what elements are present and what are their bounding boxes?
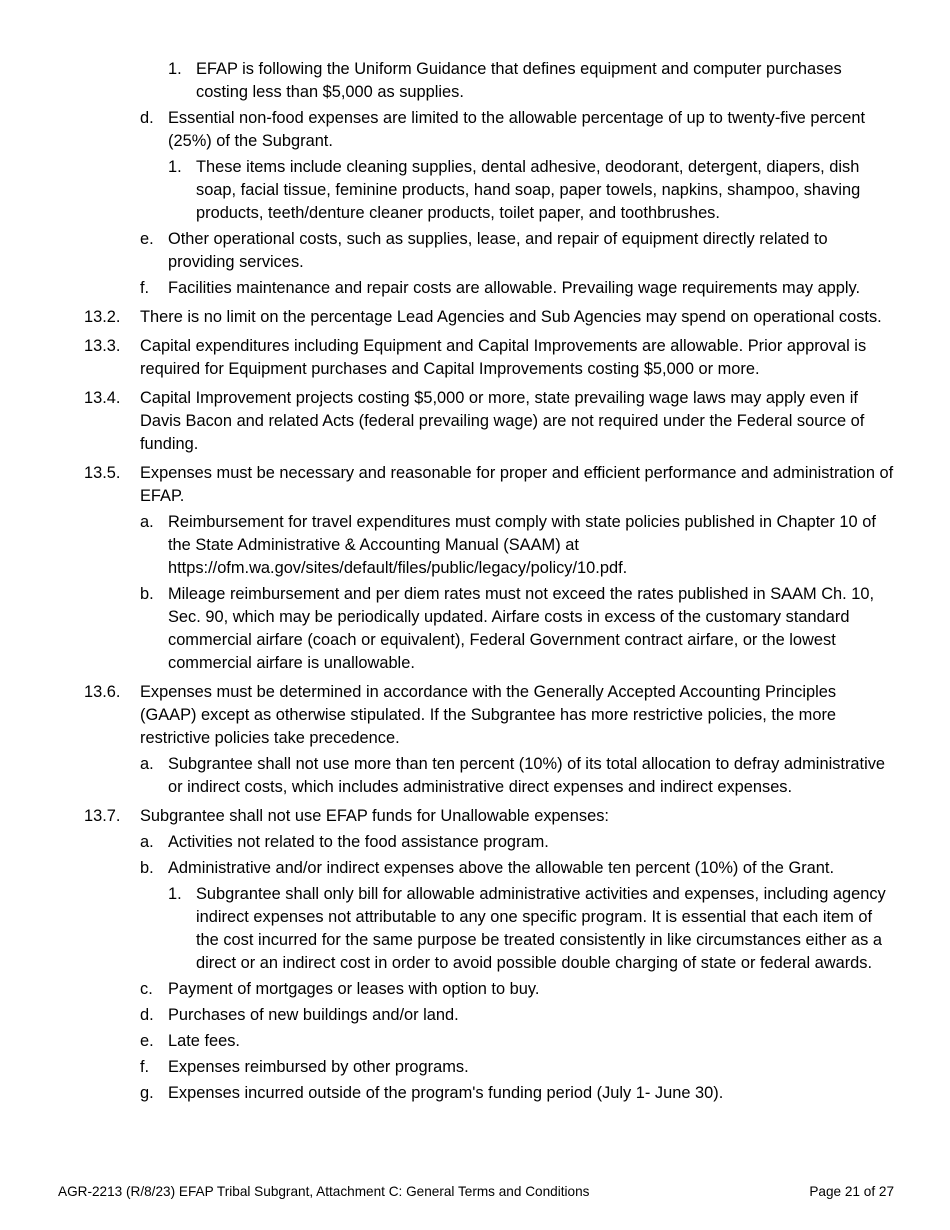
- subsection-item: [84, 831, 896, 854]
- item-text: Other operational costs, such as supplies, lease, and repair of equipment directly related to providing services.: [168, 230, 828, 271]
- item-number: d.: [140, 1006, 154, 1024]
- item-number: 1.: [168, 158, 182, 176]
- item-number: 13.6.: [84, 683, 121, 701]
- item-text: Purchases of new buildings and/or land.: [168, 1006, 459, 1024]
- document-body: [84, 58, 896, 1108]
- section-item: [84, 306, 896, 329]
- subsection-item: [84, 1082, 896, 1105]
- item-text: EFAP is following the Uniform Guidance that defines equipment and computer purchases costing less than $5,000 as supplies.: [196, 60, 842, 101]
- item-number: a.: [140, 513, 154, 531]
- item-text: Expenses must be necessary and reasonable for proper and efficient performance and administration of EFAP.: [140, 464, 894, 505]
- footer-document-id: AGR-2213 (R/8/23) EFAP Tribal Subgrant, Attachment C: General Terms and Conditions: [58, 1184, 590, 1199]
- subsection-item: [84, 978, 896, 1001]
- item-text: Activities not related to the food assistance program.: [168, 833, 549, 851]
- subsection-item: [84, 583, 896, 675]
- item-text: Subgrantee shall not use more than ten percent (10%) of its total allocation to defray administrative or indirect costs, which includes administrative direct expenses and indirect expenses.: [168, 755, 886, 796]
- item-text: Capital expenditures including Equipment and Capital Improvements are allowable. Prior approval is required for Equipment purchases and Capital Improvements costing $5,000 or more.: [140, 337, 867, 378]
- section-item: [84, 335, 896, 381]
- item-number: 13.3.: [84, 337, 121, 355]
- item-text: Reimbursement for travel expenditures must comply with state policies published in Chapter 10 of the State Administrative & Accounting Manual (SAAM) at https://ofm.wa.gov/sites/default/files/public/legacy/policy/10.pdf.: [168, 513, 876, 577]
- item-text: Subgrantee shall only bill for allowable administrative activities and expenses, including agency indirect expenses not attributable to any one specific program. It is essential that each item of the cost incurred for the same purpose be treated consistently in like circumstances either as a direct or an indirect cost in order to avoid possible double charging of state or federal awards.: [196, 885, 886, 972]
- item-number: 13.5.: [84, 464, 121, 482]
- section-item: [84, 681, 896, 750]
- section-item: [84, 462, 896, 508]
- item-number: b.: [140, 585, 154, 603]
- item-number: f.: [140, 1058, 150, 1076]
- item-text: Late fees.: [168, 1032, 240, 1050]
- item-text: Mileage reimbursement and per diem rates must not exceed the rates published in SAAM Ch. 10, Sec. 90, which may be periodically updated. Airfare costs in excess of the customary standard commercial airfare (coach or equivalent), Federal Government contract airfare, or the lowest commercial airfare is unallowable.: [168, 585, 875, 672]
- item-number: d.: [140, 109, 154, 127]
- subsection-item: [84, 1056, 896, 1079]
- subsection-item: [84, 1004, 896, 1027]
- item-text: Expenses must be determined in accordance with the Generally Accepted Accounting Principles (GAAP) except as otherwise stipulated. If the Subgrantee has more restrictive policies, the more restrictive policies take precedence.: [140, 683, 837, 747]
- item-number: 1.: [168, 885, 182, 903]
- item-text: Subgrantee shall not use EFAP funds for Unallowable expenses:: [140, 807, 609, 825]
- section-item: [84, 805, 896, 828]
- item-number: g.: [140, 1084, 154, 1102]
- item-text: Expenses reimbursed by other programs.: [168, 1058, 469, 1076]
- subsection-item: [84, 228, 896, 274]
- subsection-item: [84, 107, 896, 153]
- item-text: Capital Improvement projects costing $5,000 or more, state prevailing wage laws may apply even if Davis Bacon and related Acts (federal prevailing wage) are not required under the Federal source of funding.: [140, 389, 865, 453]
- item-number: 1.: [168, 60, 182, 78]
- item-number: e.: [140, 230, 154, 248]
- item-text: Facilities maintenance and repair costs are allowable. Prevailing wage requirements may apply.: [168, 279, 861, 297]
- item-text: Expenses incurred outside of the program's funding period (July 1- June 30).: [168, 1084, 724, 1102]
- subsection-item: [84, 753, 896, 799]
- item-number: f.: [140, 279, 150, 297]
- item-number: 13.2.: [84, 308, 121, 326]
- item-text: These items include cleaning supplies, dental adhesive, deodorant, detergent, diapers, dish soap, facial tissue, feminine products, hand soap, paper towels, napkins, shampoo, shaving products, teeth/denture cleaner products, toilet paper, and toothbrushes.: [196, 158, 861, 222]
- item-text: Essential non-food expenses are limited to the allowable percentage of up to twenty-five percent (25%) of the Subgrant.: [168, 109, 866, 150]
- item-number: c.: [140, 980, 153, 998]
- subsection-item: [84, 1030, 896, 1053]
- item-text: There is no limit on the percentage Lead Agencies and Sub Agencies may spend on operational costs.: [140, 308, 882, 326]
- item-number: a.: [140, 755, 154, 773]
- subsection-item: [84, 511, 896, 580]
- footer-page-number: Page 21 of 27: [809, 1184, 894, 1199]
- sub-subsection-item: [84, 156, 896, 225]
- item-number: 13.7.: [84, 807, 121, 825]
- sub-subsection-item: [84, 883, 896, 975]
- page-footer: [58, 1184, 894, 1200]
- sub-subsection-item: [84, 58, 896, 104]
- item-number: b.: [140, 859, 154, 877]
- item-text: Payment of mortgages or leases with option to buy.: [168, 980, 540, 998]
- item-number: a.: [140, 833, 154, 851]
- item-number: e.: [140, 1032, 154, 1050]
- subsection-item: [84, 277, 896, 300]
- section-item: [84, 387, 896, 456]
- item-number: 13.4.: [84, 389, 121, 407]
- item-text: Administrative and/or indirect expenses above the allowable ten percent (10%) of the Grant.: [168, 859, 835, 877]
- subsection-item: [84, 857, 896, 880]
